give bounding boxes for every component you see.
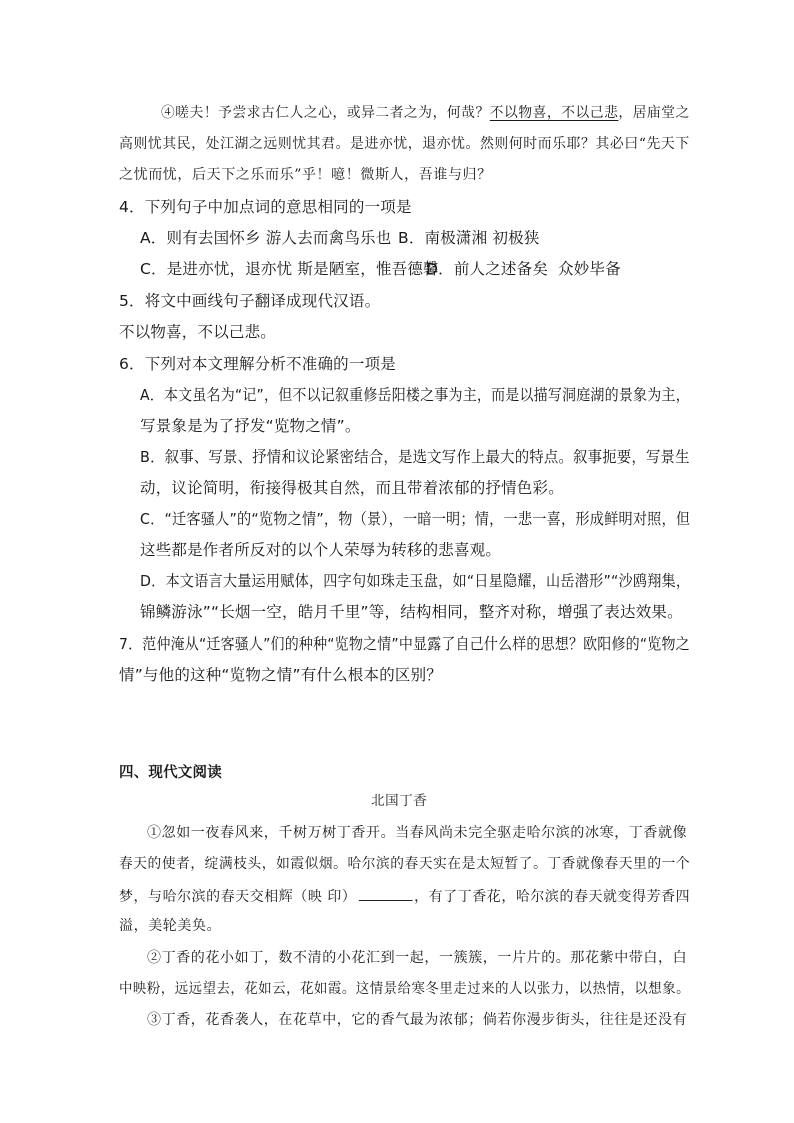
- question-6-option-c-line2: 这些都是作者所反对的以个人荣辱为转移的悲喜观。: [140, 541, 502, 559]
- question-4-option-a: A．则有去国怀乡 游人去而禽鸟乐也: [140, 229, 392, 247]
- article-text: 梦，与哈尔滨的春天交相辉（映 印）: [119, 889, 357, 905]
- article-line: ③丁香，花香袭人，在花草中，它的香气最为浓郁；倘若你漫步街头，往往是还没有: [147, 1012, 688, 1028]
- section-heading: 四、现代文阅读: [119, 765, 222, 781]
- question-6-option-d-line2: 锦鳞游泳”“长烟一空，皓月千里”等，结构相同，整齐对称，增强了表达效果。: [140, 603, 683, 621]
- question-4-option-b: B．南极潇湘 初极狭: [398, 229, 540, 247]
- question-4-option-c: C．是进亦忧，退亦忧 斯是陋室，惟吾德馨: [140, 260, 439, 278]
- question-4-option-d-part2: 众妙毕备: [558, 260, 621, 278]
- passage-text: ，居庙堂之: [618, 105, 690, 121]
- question-6-option-a-line2: 写景象是为了抒发“览物之情”。: [140, 417, 361, 435]
- question-4-stem: 4．下列句子中加点词的意思相同的一项是: [119, 198, 412, 216]
- passage-line-1: [161, 106, 690, 120]
- passage-line-3: 之忧而忧，后天下之乐而乐”乎！噫！微斯人，吾谁与归？: [119, 167, 492, 183]
- question-5-sentence: 不以物喜，不以己悲。: [119, 323, 277, 341]
- question-6-option-b-line2: 动，议论简明，衔接得极其自然，而且带着浓郁的抒情色彩。: [140, 479, 564, 497]
- question-5-stem: 5．将文中画线句子翻译成现代汉语。: [119, 292, 381, 310]
- passage-line-2: 高则忧其民，处江湖之远则忧其君。是进亦忧，退亦忧。然则何时而乐耶？其必曰“先天下: [119, 136, 690, 152]
- question-6-option-c-line1: C．“迁客骚人”的“览物之情”，物（景），一暗一明；情，一悲一喜，形成鲜明对照，但: [140, 510, 691, 528]
- article-line: 春天的使者，绽满枝头，如霞似烟。哈尔滨的春天实在是太短暂了。丁香就像春天里的一个: [119, 856, 691, 872]
- article-line: 溢，美轮美奂。: [119, 918, 222, 934]
- passage-text: ④嗟夫！予尝求古仁人之心，或异二者之为，何哉？: [161, 105, 490, 121]
- question-7-line1: 7．范仲淹从“迁客骚人”们的种种“览物之情”中显露了自己什么样的思想？欧阳修的“览物之: [119, 635, 690, 653]
- question-4-option-d: D．前人之述备矣: [426, 260, 549, 278]
- question-6-option-a-line1: A．本文虽名为“记”，但不以记叙重修岳阳楼之事为主，而是以描写洞庭湖的景象为主，: [140, 386, 690, 404]
- underlined-sentence: 不以物喜，不以己悲: [489, 105, 619, 121]
- article-line: ①忽如一夜春风来，千树万树丁香开。当春风尚未完全驱走哈尔滨的冰寒，丁香就像: [147, 825, 688, 841]
- article-text: ，有了丁香花，哈尔滨的春天就变得芳香四: [414, 889, 691, 905]
- fill-in-blank[interactable]: [358, 888, 412, 901]
- article-line: [119, 888, 690, 904]
- article-title: 北国丁香: [371, 793, 428, 809]
- article-line: 中映粉，远远望去，花如云，花如霞。这情景给寒冬里走过来的人以张力，以热情，以想象。: [119, 981, 691, 997]
- article-line: ②丁香的花小如丁，数不清的小花汇到一起，一簇簇，一片片的。那花紫中带白，白: [147, 950, 688, 966]
- question-6-option-b-line1: B．叙事、写景、抒情和议论紧密结合，是选文写作上最大的特点。叙事扼要，写景生: [140, 448, 690, 466]
- question-6-stem: 6．下列对本文理解分析不准确的一项是: [119, 355, 396, 373]
- question-7-line2: 情”与他的这种“览物之情”有什么根本的区别？: [119, 666, 442, 684]
- question-6-option-d-line1: D．本文语言大量运用赋体，四字句如珠走玉盘，如“日星隐耀，山岳潜形”“沙鸥翔集，: [140, 572, 691, 590]
